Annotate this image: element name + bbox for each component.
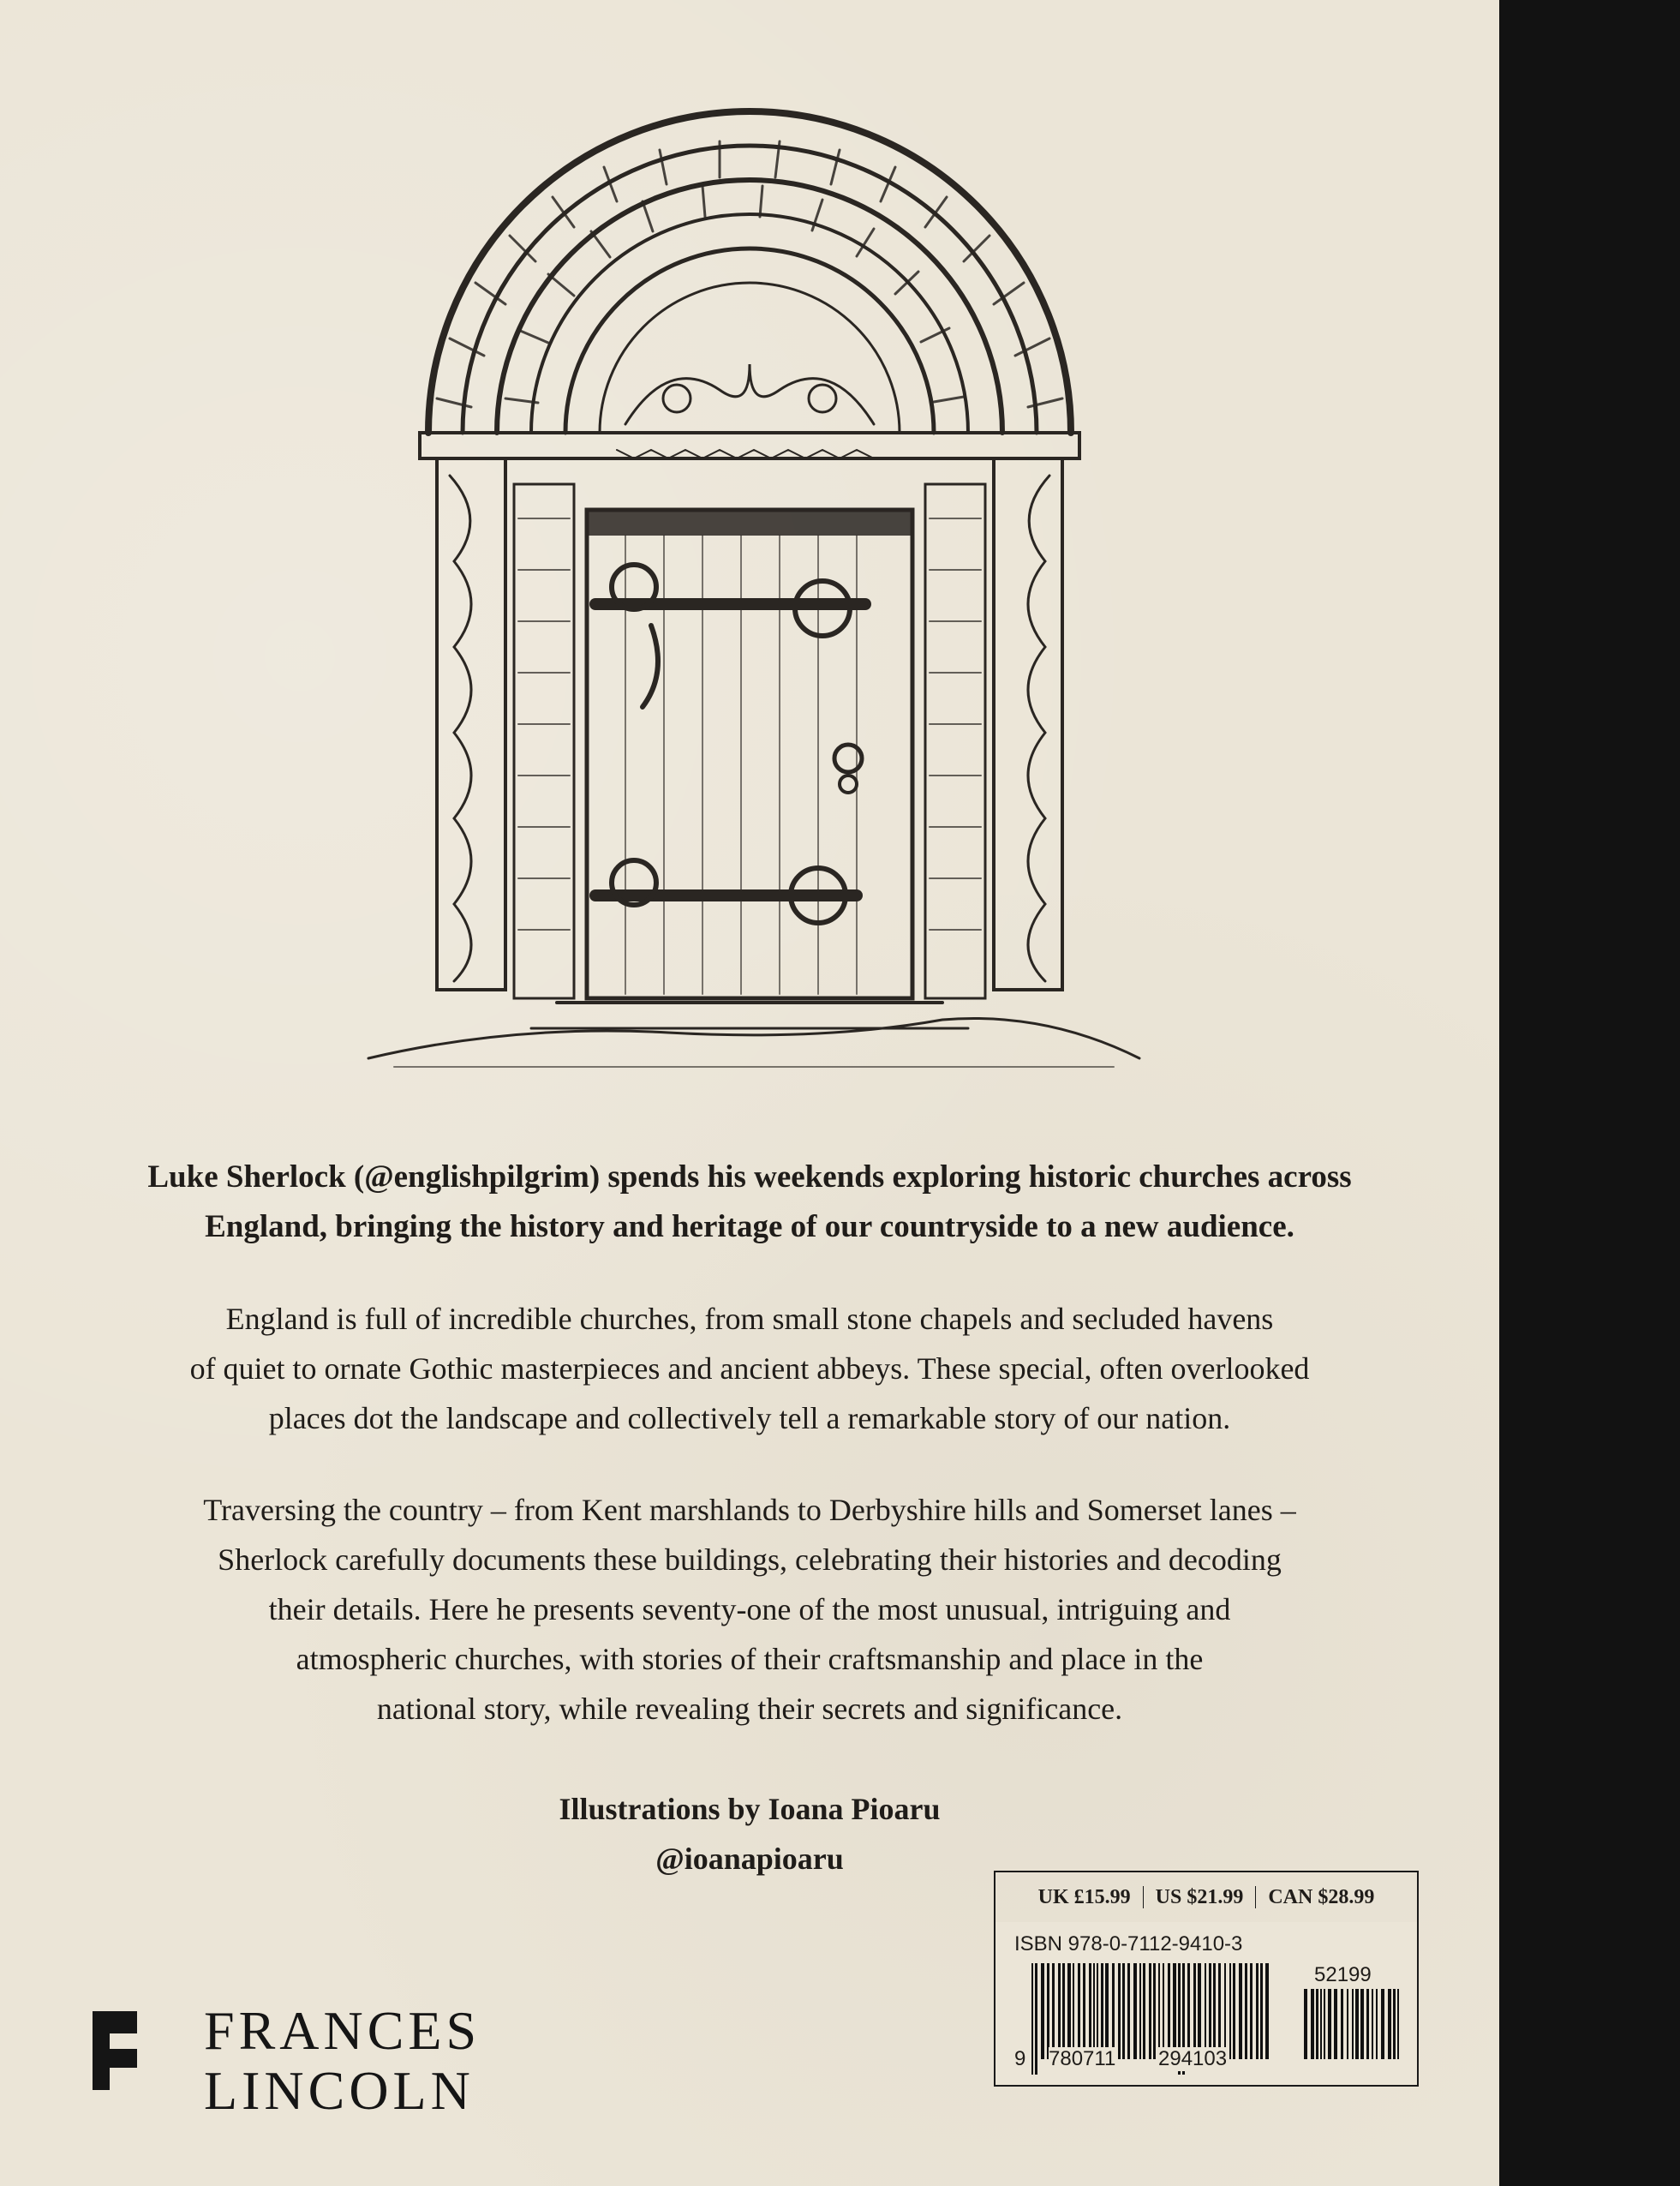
barcode-lead-digit: 9	[1014, 2047, 1026, 2070]
barcode-bar	[1058, 1963, 1061, 2059]
barcode-bar	[1381, 1989, 1384, 2059]
blurb-line: Sherlock carefully documents these buildings, celebrating their histories and decoding	[218, 1542, 1282, 1577]
price-divider	[1255, 1886, 1256, 1908]
barcode-bar	[1139, 1963, 1141, 2059]
barcode-bar	[1133, 1963, 1137, 2059]
barcode-bar	[1118, 1963, 1121, 2059]
barcode-bar	[1388, 1989, 1391, 2059]
church-doorway-illustration	[343, 73, 1157, 1075]
barcode-bar	[1311, 1989, 1314, 2059]
blurb-line: England is full of incredible churches, from small stone chapels and secluded havens	[225, 1302, 1274, 1336]
barcode-bar	[1112, 1963, 1115, 2059]
barcode-bar	[1205, 1963, 1206, 2059]
barcode-bar	[1316, 1989, 1318, 2059]
blurb-paragraph-1	[86, 1294, 1414, 1443]
illustrator-credit	[86, 1784, 1414, 1884]
price-uk: UK £15.99	[1037, 1885, 1131, 1908]
barcode-bar	[1168, 1963, 1170, 2059]
barcode-bar	[1089, 1963, 1091, 2059]
frances-lincoln-logo-icon	[93, 2011, 137, 2090]
publisher-line: LINCOLN	[204, 2060, 475, 2121]
barcode-bar	[1233, 1963, 1235, 2059]
barcode-bar	[1198, 1963, 1201, 2059]
barcode-bar	[1067, 1963, 1071, 2059]
barcode-bar	[1031, 1963, 1033, 2075]
author-lead-paragraph	[86, 1153, 1414, 1252]
barcode-bar	[1173, 1963, 1176, 2059]
barcode-bar	[1250, 1963, 1253, 2059]
barcode-bar	[1083, 1963, 1085, 2059]
barcode-bar	[1360, 1989, 1364, 2059]
barcode-bar	[1334, 1989, 1337, 2059]
barcode-bar	[1393, 1989, 1396, 2059]
blurb-line: of quiet to ornate Gothic masterpieces and ancient abbeys. These special, often overlooked	[189, 1351, 1310, 1386]
addon-code: 52199	[1314, 1963, 1372, 1986]
barcode-bar	[1187, 1963, 1190, 2059]
barcode-bar	[1127, 1963, 1130, 2059]
blurb-line: national story, while revealing their secrets and significance.	[376, 1692, 1123, 1726]
barcode-bar	[1320, 1989, 1322, 2059]
blurb-line: places dot the landscape and collectively tell a remarkable story of our nation.	[268, 1401, 1231, 1435]
barcode-bar	[1143, 1963, 1145, 2059]
credit-handle: @ioanapioaru	[655, 1842, 844, 1876]
barcode-bar	[1213, 1963, 1216, 2059]
barcode-bar	[1149, 1963, 1151, 2059]
price-box	[994, 1871, 1419, 1924]
barcode-bar	[1163, 1963, 1164, 2059]
barcode-bar	[1347, 1989, 1348, 2059]
publisher-line: FRANCES	[204, 2000, 481, 2061]
barcode-left-digits: 780711	[1049, 2047, 1116, 2070]
barcode-bar	[1376, 1989, 1378, 2059]
barcode-bar	[1328, 1989, 1331, 2059]
barcode-bar	[1209, 1963, 1211, 2059]
blurb-line: Traversing the country – from Kent marshlands to Derbyshire hills and Somerset lanes –	[203, 1493, 1296, 1527]
barcode-bar	[1052, 1963, 1055, 2059]
barcode-bar	[1093, 1963, 1095, 2059]
price-us: US $21.99	[1155, 1885, 1244, 1908]
barcode-bar	[1265, 1963, 1269, 2059]
blurb-paragraph-2	[86, 1485, 1414, 1734]
barcode-bar	[1260, 1963, 1263, 2059]
barcode-bar	[1229, 1963, 1231, 2059]
barcode-bar	[1078, 1963, 1080, 2059]
barcode-bar	[1324, 1989, 1325, 2059]
price-can: CAN $28.99	[1268, 1885, 1375, 1908]
barcode-bar	[1153, 1963, 1156, 2059]
barcode-bar	[1224, 1963, 1226, 2059]
barcode-bar	[1218, 1963, 1221, 2059]
blurb-line: atmospheric churches, with stories of their craftsmanship and place in the	[296, 1642, 1204, 1676]
barcode-bar	[1245, 1963, 1247, 2059]
addon-barcode	[1287, 1989, 1402, 2075]
barcode-bar	[1372, 1989, 1373, 2059]
barcode-bar	[1101, 1963, 1103, 2059]
spine-edge	[1499, 0, 1680, 2186]
isbn-text: ISBN 978-0-7112-9410-3	[1014, 1932, 1243, 1955]
barcode-bar	[1158, 1963, 1160, 2059]
barcode-bar	[1035, 1963, 1037, 2075]
barcode-bar	[1041, 1963, 1044, 2059]
barcode-bar	[1193, 1963, 1196, 2059]
barcode-bar	[1304, 1989, 1307, 2059]
barcode-bar	[1366, 1989, 1369, 2059]
barcode-right-digits: 294103	[1158, 2047, 1228, 2070]
lead-line: Luke Sherlock (@englishpilgrim) spends his weekends exploring historic churches across	[147, 1159, 1352, 1195]
barcode-bar	[1239, 1963, 1242, 2059]
blurb-line: their details. Here he presents seventy-one of the most unusual, intriguing and	[268, 1592, 1231, 1626]
barcode-bar	[1073, 1963, 1074, 2059]
barcode-bar	[1062, 1963, 1065, 2059]
barcode-bar	[1122, 1963, 1125, 2059]
barcode-bar	[1355, 1989, 1359, 2059]
barcode-box	[994, 1922, 1419, 2087]
barcode-bar	[1105, 1963, 1109, 2059]
barcode-bar	[1341, 1989, 1343, 2059]
barcode-bar	[1397, 1989, 1399, 2059]
barcode-bar	[1256, 1963, 1259, 2059]
barcode-bar	[1097, 1963, 1098, 2059]
price-divider	[1143, 1886, 1144, 1908]
lead-line: England, bringing the history and heritage of our countryside to a new audience.	[205, 1209, 1294, 1244]
credit-line: Illustrations by Ioana Pioaru	[559, 1792, 941, 1826]
publisher-logo	[204, 2001, 481, 2121]
barcode-bar	[1352, 1989, 1354, 2059]
barcode-bar	[1047, 1963, 1049, 2059]
